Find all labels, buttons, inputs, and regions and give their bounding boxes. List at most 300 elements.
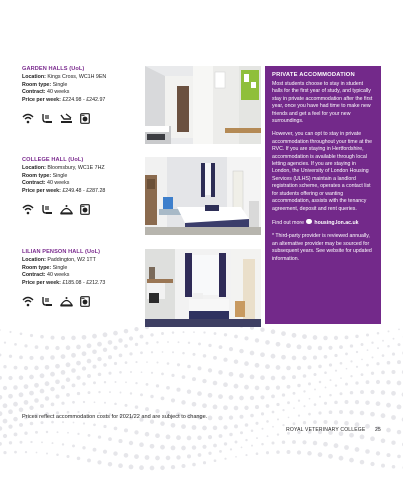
- decorative-dot: [3, 434, 7, 438]
- decorative-dot: [19, 375, 24, 380]
- decorative-dot: [113, 451, 117, 455]
- decorative-dot: [62, 421, 64, 423]
- hall-title: LILIAN PENSON HALL (UoL): [22, 249, 101, 255]
- decorative-dot: [381, 390, 385, 394]
- decorative-dot: [45, 365, 50, 370]
- decorative-dot: [218, 416, 223, 421]
- footer-college-name: ROYAL VETERINARY COLLEGE: [286, 427, 366, 433]
- decorative-dot: [356, 366, 358, 368]
- decorative-dot: [335, 384, 337, 386]
- decorative-dot: [72, 401, 75, 404]
- decorative-dot: [244, 385, 249, 390]
- decorative-dot: [323, 442, 328, 447]
- decorative-dot: [239, 396, 244, 401]
- decorative-dot: [55, 379, 60, 384]
- decorative-dot: [262, 428, 264, 430]
- decorative-dot: [198, 453, 202, 457]
- decorative-dot: [45, 346, 49, 350]
- decorative-dot: [187, 390, 191, 394]
- decorative-dot: [355, 447, 360, 452]
- decorative-dot: [202, 403, 207, 408]
- decorative-dot: [108, 437, 112, 441]
- decorative-dot: [103, 363, 107, 367]
- decorative-dot: [140, 351, 143, 354]
- decorative-dot: [151, 372, 153, 374]
- decorative-dot: [62, 443, 64, 445]
- decorative-dot: [302, 356, 306, 360]
- decorative-dot: [3, 419, 8, 424]
- decorative-dot: [224, 333, 227, 336]
- decorative-dot: [266, 451, 269, 454]
- decorative-dot: [97, 342, 102, 347]
- decorative-dot: [377, 332, 380, 335]
- decorative-dot: [208, 435, 212, 439]
- decorative-dot: [234, 424, 238, 428]
- decorative-dot: [0, 329, 1, 331]
- decorative-dot: [61, 336, 65, 340]
- decorative-dot: [208, 416, 213, 421]
- decorative-dot: [156, 341, 158, 343]
- decorative-dot: [73, 422, 75, 424]
- decorative-dot: [235, 456, 237, 458]
- decorative-dot: [334, 401, 338, 405]
- decorative-dot: [340, 362, 343, 365]
- decorative-dot: [93, 448, 97, 452]
- decorative-dot: [371, 372, 374, 375]
- decorative-dot: [297, 345, 302, 350]
- decorative-dot: [308, 382, 311, 385]
- decorative-dot: [82, 335, 87, 340]
- decorative-dot: [313, 373, 316, 376]
- decorative-dot: [98, 435, 101, 438]
- decorative-dot: [334, 354, 337, 357]
- decorative-dot: [323, 336, 327, 340]
- decorative-dot: [46, 453, 48, 455]
- decorative-dot: [334, 443, 339, 448]
- decorative-dot: [282, 424, 284, 426]
- decorative-dot: [0, 376, 2, 380]
- decorative-dot: [276, 386, 280, 390]
- decorative-dot: [135, 343, 138, 346]
- decorative-dot: [239, 349, 243, 353]
- decorative-dot: [71, 353, 76, 358]
- decorative-dot: [166, 386, 170, 390]
- decorative-dot: [255, 422, 258, 425]
- decorative-dot: [250, 396, 254, 400]
- decorative-dot: [271, 329, 276, 334]
- decorative-dot: [260, 375, 265, 380]
- decorative-dot: [166, 435, 171, 440]
- decorative-dot: [208, 452, 211, 455]
- decorative-dot: [397, 455, 401, 459]
- decorative-dot: [103, 425, 106, 428]
- decorative-dot: [245, 423, 249, 427]
- decorative-dot: [335, 370, 337, 372]
- decorative-dot: [377, 347, 379, 349]
- hall-room-type: Room type: Single: [22, 81, 68, 88]
- decorative-dot: [277, 418, 279, 420]
- hall-contract: Contract: 40 weeks: [22, 272, 70, 279]
- decorative-dot: [192, 377, 196, 381]
- decorative-dot: [350, 391, 353, 394]
- decorative-dot: [57, 431, 59, 433]
- decorative-dot: [77, 392, 80, 395]
- decorative-dot: [192, 445, 196, 449]
- decorative-dot: [13, 417, 18, 422]
- decorative-dot: [25, 451, 27, 453]
- wifi-icon: [22, 113, 34, 124]
- decorative-dot: [146, 383, 149, 386]
- decorative-dot: [130, 371, 132, 373]
- decorative-dot: [303, 421, 306, 424]
- decorative-dot: [92, 334, 97, 339]
- decorative-dot: [82, 446, 85, 449]
- decorative-dot: [161, 332, 164, 335]
- hall-lilian-penson-hall: [22, 249, 140, 307]
- decorative-dot: [391, 415, 396, 420]
- decorative-dot: [355, 335, 358, 338]
- decorative-dot: [276, 450, 280, 454]
- decorative-dot: [297, 384, 300, 387]
- decorative-dot: [329, 410, 333, 414]
- decorative-dot: [260, 352, 265, 357]
- decorative-dot: [135, 382, 137, 384]
- decorative-dot: [108, 462, 112, 466]
- decorative-dot: [203, 331, 205, 333]
- decorative-dot: [239, 373, 244, 378]
- decorative-dot: [120, 392, 122, 394]
- decorative-dot: [255, 405, 259, 409]
- decorative-dot: [281, 331, 286, 336]
- decorative-dot: [3, 386, 7, 390]
- decorative-dot: [119, 371, 122, 374]
- decorative-dot: [392, 353, 395, 356]
- decorative-dot: [350, 344, 353, 347]
- decorative-dot: [94, 401, 96, 403]
- decorative-dot: [345, 383, 348, 386]
- decorative-dot: [339, 456, 344, 461]
- decorative-dot: [160, 421, 165, 426]
- decorative-dot: [71, 336, 76, 341]
- decorative-dot: [13, 402, 18, 407]
- decorative-dot: [108, 372, 111, 375]
- decorative-dot: [24, 400, 29, 405]
- decorative-dot: [381, 371, 385, 375]
- decorative-dot: [260, 395, 264, 399]
- decorative-dot: [366, 334, 369, 337]
- decorative-dot: [88, 391, 91, 394]
- decorative-dot: [14, 343, 17, 346]
- wifi-icon: [22, 204, 34, 215]
- decorative-dot: [139, 442, 144, 447]
- decorative-dot: [114, 403, 117, 406]
- decorative-dot: [303, 405, 305, 407]
- decorative-dot: [19, 408, 24, 413]
- panel-paragraph-1: Most students choose to stay in student halls for the first year of study, and typically stay in private accommodation after the first year, once you have had time to make new friends and get a feel for your new surroundings.: [272, 81, 373, 125]
- hall-title: COLLEGE HALL (UoL): [22, 157, 84, 163]
- decorative-dot: [370, 436, 375, 441]
- decorative-dot: [129, 336, 133, 340]
- decorative-dot: [229, 433, 232, 436]
- decorative-dot: [19, 423, 23, 427]
- hall-room-type: Room type: Single: [22, 264, 68, 271]
- decorative-dot: [14, 432, 18, 436]
- decorative-dot: [29, 406, 33, 410]
- decorative-dot: [381, 464, 385, 468]
- decorative-dot: [360, 411, 365, 416]
- decorative-dot: [171, 446, 176, 451]
- housing-website-link[interactable]: housing.lon.ac.uk: [314, 219, 359, 226]
- decorative-dot: [325, 386, 327, 388]
- decorative-dot: [181, 424, 186, 429]
- decorative-dot: [292, 375, 296, 379]
- decorative-dot: [104, 381, 106, 383]
- decorative-dot: [265, 386, 269, 390]
- decorative-dot: [344, 445, 349, 450]
- decorative-dot: [244, 336, 248, 340]
- decorative-dot: [82, 366, 86, 370]
- decorative-dot: [0, 442, 2, 446]
- decorative-dot: [349, 410, 353, 414]
- decorative-dot: [255, 386, 260, 391]
- decorative-dot: [251, 445, 253, 447]
- decorative-dot: [376, 401, 381, 406]
- decorative-dot: [303, 390, 305, 392]
- decorative-dot: [386, 453, 390, 457]
- decorative-dot: [50, 355, 55, 360]
- decorative-dot: [177, 363, 180, 366]
- decorative-dot: [314, 388, 316, 390]
- decorative-dot: [355, 400, 359, 404]
- decorative-dot: [98, 373, 102, 377]
- decorative-dot: [176, 435, 181, 440]
- decorative-dot: [146, 342, 149, 345]
- decorative-dot: [40, 356, 44, 360]
- decorative-dot: [324, 355, 328, 359]
- decorative-dot: [329, 363, 332, 366]
- decorative-dot: [366, 364, 369, 367]
- decorative-dot: [392, 465, 396, 469]
- decorative-dot: [376, 362, 379, 365]
- decorative-dot: [166, 456, 171, 461]
- decorative-dot: [329, 394, 332, 397]
- decorative-dot: [330, 379, 332, 381]
- decorative-dot: [3, 365, 6, 368]
- decorative-dot: [92, 349, 97, 354]
- decorative-dot: [55, 395, 59, 399]
- decorative-dot: [244, 406, 248, 410]
- decorative-dot: [203, 461, 206, 464]
- decorative-dot: [371, 356, 373, 358]
- decorative-dot: [397, 360, 401, 364]
- decorative-dot: [114, 427, 118, 431]
- decorative-dot: [83, 401, 85, 403]
- decorative-dot: [130, 392, 132, 394]
- catered-icon: [60, 113, 73, 124]
- decorative-dot: [124, 344, 128, 348]
- decorative-dot: [319, 396, 321, 398]
- decorative-dot: [8, 424, 12, 428]
- decorative-dot: [24, 431, 27, 434]
- decorative-dot: [135, 405, 138, 408]
- decorative-dot: [356, 351, 358, 353]
- decorative-dot: [9, 355, 12, 358]
- find-out-more-line: [272, 219, 374, 227]
- decorative-dot: [382, 354, 385, 357]
- decorative-dot: [192, 353, 195, 356]
- decorative-dot: [387, 361, 391, 365]
- decorative-dot: [386, 428, 391, 433]
- decorative-dot: [361, 343, 364, 346]
- decorative-dot: [51, 403, 55, 407]
- decorative-dot: [350, 360, 352, 362]
- decorative-dot: [397, 381, 402, 386]
- decorative-dot: [108, 340, 113, 345]
- decorative-dot: [391, 391, 396, 396]
- decorative-dot: [61, 402, 64, 405]
- decorative-dot: [118, 439, 122, 443]
- decorative-dot: [0, 395, 2, 400]
- decorative-dot: [181, 400, 185, 404]
- decorative-dot: [140, 393, 143, 396]
- decorative-dot: [171, 423, 176, 428]
- decorative-dot: [307, 345, 312, 350]
- decorative-dot: [24, 344, 27, 347]
- decorative-dot: [382, 340, 384, 342]
- decorative-dot: [82, 351, 87, 356]
- decorative-dot: [129, 465, 134, 470]
- decorative-dot: [224, 458, 226, 460]
- decorative-dot: [71, 368, 76, 373]
- decorative-dot: [67, 432, 69, 434]
- decorative-dot: [66, 455, 69, 458]
- decorative-dot: [281, 355, 286, 360]
- decorative-dot: [398, 329, 400, 331]
- decorative-dot: [98, 391, 100, 393]
- decorative-dot: [344, 421, 349, 426]
- decorative-dot: [46, 431, 48, 433]
- decorative-dot: [256, 452, 259, 455]
- decorative-dot: [370, 462, 374, 466]
- decorative-dot: [339, 410, 343, 414]
- decorative-dot: [309, 398, 311, 400]
- decorative-dot: [282, 440, 285, 443]
- utilities-icon: [41, 204, 53, 215]
- decorative-dot: [319, 381, 322, 384]
- decorative-dot: [298, 415, 300, 417]
- decorative-dot: [292, 356, 297, 361]
- decorative-dot: [297, 450, 301, 454]
- decorative-dot: [145, 455, 150, 460]
- decorative-dot: [161, 373, 164, 376]
- decorative-dot: [281, 376, 285, 380]
- decorative-dot: [345, 400, 349, 404]
- washing-machine-icon: [80, 204, 90, 215]
- decorative-dot: [51, 336, 55, 340]
- decorative-dot: [187, 365, 191, 369]
- decorative-dot: [256, 437, 258, 439]
- decorative-dot: [124, 428, 128, 432]
- decorative-dot: [40, 404, 44, 408]
- decorative-dot: [391, 370, 395, 374]
- decorative-dot: [324, 402, 327, 405]
- decorative-dot: [202, 445, 206, 449]
- decorative-dot: [360, 460, 365, 465]
- decorative-dot: [113, 346, 117, 350]
- decorative-dot: [355, 381, 358, 384]
- decorative-dot: [276, 365, 281, 370]
- decorative-dot: [308, 365, 312, 369]
- decorative-dot: [235, 441, 238, 444]
- decorative-dot: [245, 439, 247, 441]
- hall-garden-halls: [22, 66, 140, 124]
- decorative-dot: [0, 353, 1, 356]
- decorative-dot: [218, 370, 223, 375]
- decorative-dot: [66, 345, 71, 350]
- decorative-dot: [381, 438, 386, 443]
- decorative-dot: [328, 346, 332, 350]
- decorative-dot: [223, 358, 227, 362]
- decorative-dot: [155, 433, 160, 438]
- decorative-dot: [213, 381, 218, 386]
- decorative-dot: [370, 390, 374, 394]
- decorative-dot: [229, 415, 233, 419]
- decorative-dot: [150, 466, 155, 471]
- decorative-dot: [272, 426, 274, 428]
- decorative-dot: [282, 409, 284, 411]
- decorative-dot: [145, 407, 149, 411]
- decorative-dot: [260, 328, 264, 332]
- decorative-dot: [397, 430, 401, 434]
- decorative-dot: [160, 445, 165, 450]
- decorative-dot: [41, 441, 43, 443]
- decorative-dot: [360, 435, 365, 440]
- decorative-dot: [50, 387, 54, 391]
- hall-contract: Contract: 40 weeks: [22, 89, 70, 96]
- decorative-dot: [349, 433, 354, 438]
- hall-location: Location: Paddington, W2 1TT: [22, 257, 96, 263]
- decorative-dot: [286, 343, 291, 348]
- decorative-dot: [124, 453, 129, 458]
- decorative-dot: [192, 402, 197, 407]
- globe-icon: [306, 219, 312, 225]
- decorative-dot: [365, 400, 370, 405]
- decorative-dot: [271, 376, 276, 381]
- decorative-dot: [9, 441, 12, 444]
- decorative-dot: [124, 404, 127, 407]
- hall-price: Price per week: £249.48 - £287.28: [22, 187, 106, 194]
- decorative-dot: [34, 383, 39, 388]
- decorative-dot: [271, 395, 275, 399]
- decorative-dot: [367, 349, 369, 351]
- decorative-dot: [386, 403, 391, 408]
- decorative-dot: [255, 338, 259, 342]
- decorative-dot: [167, 341, 169, 343]
- decorative-dot: [219, 450, 222, 453]
- decorative-dot: [14, 366, 18, 370]
- decorative-dot: [97, 357, 101, 361]
- decorative-dot: [223, 425, 227, 429]
- decorative-dot: [172, 331, 174, 333]
- price-footnote: Prices reflect accommodation costs for 2021/22 and are subject to change.: [22, 414, 208, 420]
- decorative-dot: [29, 391, 34, 396]
- decorative-dot: [230, 448, 232, 450]
- decorative-dot: [203, 354, 206, 357]
- decorative-dot: [134, 430, 138, 434]
- decorative-dot: [250, 414, 254, 418]
- decorative-dot: [20, 332, 23, 335]
- decorative-dot: [167, 362, 170, 365]
